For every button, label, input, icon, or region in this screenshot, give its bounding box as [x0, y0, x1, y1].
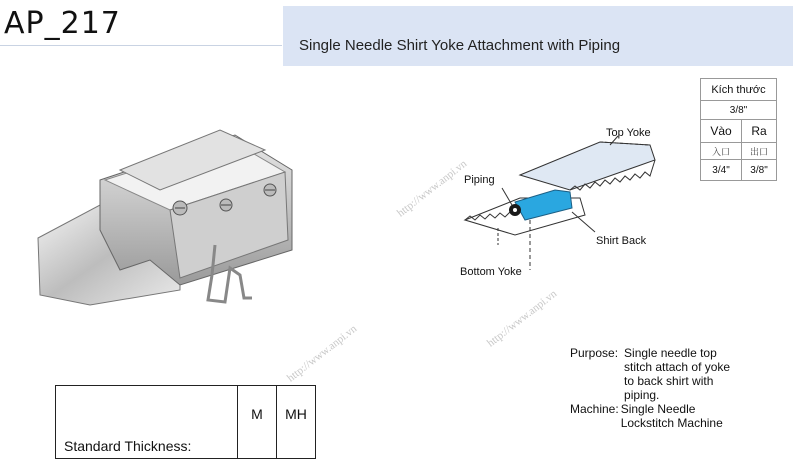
header-divider	[0, 45, 282, 46]
machine-line: Lockstitch Machine	[620, 416, 723, 430]
label-piping: Piping	[464, 174, 495, 186]
thickness-option-m: M	[238, 386, 277, 459]
page-title: Single Needle Shirt Yoke Attachment with Piping	[299, 37, 621, 54]
attachment-photo	[30, 110, 310, 310]
label-bottom-yoke: Bottom Yoke	[460, 266, 522, 278]
purpose-line: to back shirt with	[624, 374, 714, 388]
size-table	[700, 78, 777, 181]
in-value: 3/4"	[701, 160, 742, 181]
size-value: 3/8"	[701, 101, 777, 120]
yoke-diagram	[460, 120, 685, 285]
title-band	[283, 6, 793, 66]
machine-line: Single Needle	[620, 402, 696, 416]
machine-key: Machine:	[570, 402, 619, 416]
in-cjk: 入口	[701, 143, 742, 160]
out-cjk: 出口	[742, 143, 777, 160]
watermark: http://www.anpi.vn	[395, 157, 470, 220]
purpose-line: piping.	[624, 388, 660, 402]
details-block	[570, 346, 730, 430]
label-top-yoke: Top Yoke	[606, 127, 651, 139]
thickness-option-mh: MH	[277, 386, 316, 459]
product-code: AP_217	[4, 6, 121, 41]
thickness-label: Standard Thickness:	[56, 386, 238, 459]
size-header: Kích thước	[701, 79, 777, 101]
watermark: http://www.anpi.vn	[285, 322, 360, 385]
in-label: Vào	[701, 120, 742, 143]
thickness-table	[55, 385, 316, 459]
purpose-line: Single needle top	[624, 346, 717, 360]
watermark: http://www.anpi.vn	[485, 287, 560, 350]
out-value: 3/8"	[742, 160, 777, 181]
out-label: Ra	[742, 120, 777, 143]
label-shirt-back: Shirt Back	[596, 235, 647, 247]
purpose-line: stitch attach of yoke	[624, 360, 731, 374]
purpose-key: Purpose:	[570, 346, 619, 360]
